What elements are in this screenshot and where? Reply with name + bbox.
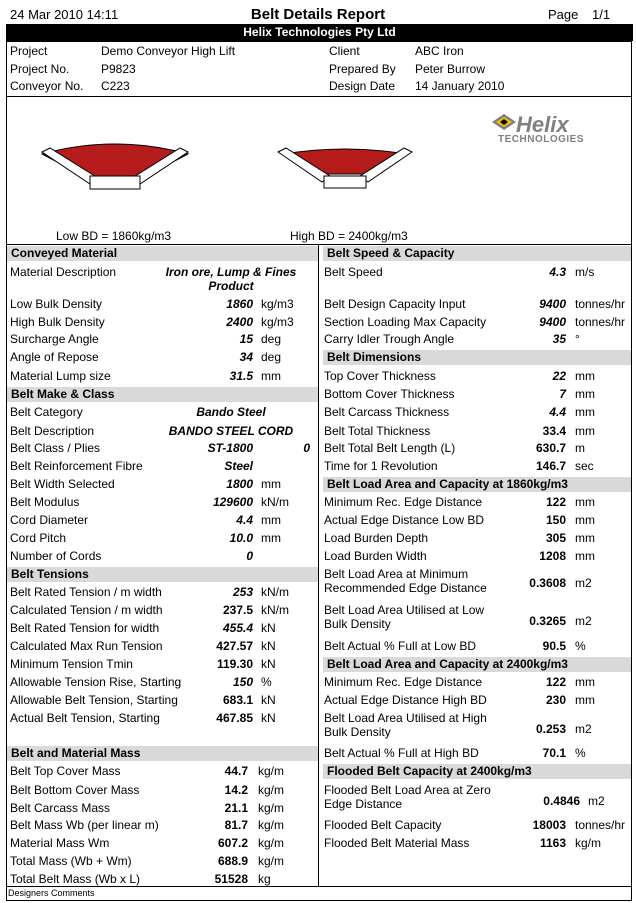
max-run-tension-unit: kN [261, 639, 276, 653]
section-loading-value: 9400 [539, 315, 566, 329]
belt-class-label: Belt Class / Plies [10, 441, 101, 455]
client-value: ABC Iron [415, 44, 464, 58]
revolution-time-unit: sec [575, 459, 594, 473]
minimum-tension-unit: kN [261, 657, 276, 671]
total-belt-mass-value: 51528 [214, 872, 248, 886]
belt-speed-label: Belt Speed [324, 265, 383, 279]
max-run-tension-value: 427.57 [216, 639, 253, 653]
low-utilised-area-label: Belt Load Area Utilised at Low Bulk Density [324, 603, 485, 631]
page-number: 1/1 [592, 7, 611, 22]
number-of-cords-label: Number of Cords [10, 549, 102, 563]
low-bd-center-roll [90, 176, 140, 189]
bottom-cover-mass-label: Belt Bottom Cover Mass [10, 783, 140, 797]
burden-width-label: Load Burden Width [324, 549, 427, 563]
top-cover-thickness-label: Top Cover Thickness [324, 369, 436, 383]
high-bulk-density-value: 2400 [226, 315, 253, 329]
low-bd-capacity-header: Belt Load Area and Capacity at 1860kg/m3 [323, 477, 631, 492]
rated-tension-m-label: Belt Rated Tension / m width [10, 585, 162, 599]
cord-pitch-value: 10.0 [229, 531, 253, 545]
tension-rise-label: Allowable Tension Rise, Starting [10, 675, 182, 689]
high-min-edge-unit: mm [575, 675, 595, 689]
high-percent-full-unit: % [575, 746, 586, 760]
comments-divider [6, 886, 632, 887]
flooded-capacity-label: Flooded Belt Capacity [324, 818, 442, 832]
total-belt-mass-unit: kg [258, 872, 271, 886]
bottom-cover-mass-value: 14.2 [224, 783, 248, 797]
allowable-tension-unit: kN [261, 693, 276, 707]
project-label: Project [10, 44, 48, 58]
rated-tension-width-label: Belt Rated Tension for width [10, 621, 160, 635]
rated-tension-m-unit: kN/m [261, 585, 289, 599]
rated-tension-width-unit: kN [261, 621, 276, 635]
top-cover-mass-value: 44.7 [224, 764, 248, 778]
low-min-load-area-unit: m2 [575, 576, 592, 590]
material-mass-label: Material Mass Wm [10, 836, 110, 850]
angle-of-repose-value: 34 [239, 350, 253, 364]
burden-width-unit: mm [575, 549, 595, 563]
section-loading-label: Section Loading Max Capacity [324, 315, 487, 329]
belt-material-mass-header: Belt and Material Mass [7, 746, 318, 761]
high-min-edge-label: Minimum Rec. Edge Distance [324, 675, 483, 689]
high-actual-edge-label: Actual Edge Distance High BD [324, 693, 487, 707]
high-utilised-area-unit: m2 [575, 722, 592, 736]
bottom-cover-thickness-unit: mm [575, 387, 595, 401]
rated-tension-width-value: 455.4 [222, 621, 253, 635]
low-min-edge-unit: mm [575, 495, 595, 509]
project-no-label: Project No. [10, 62, 70, 76]
conveyor-no-label: Conveyor No. [10, 79, 84, 93]
belt-dimensions-header: Belt Dimensions [323, 350, 631, 365]
low-percent-full-label: Belt Actual % Full at Low BD [324, 639, 477, 653]
high-utilised-area-label: Belt Load Area Utilised at High Bulk Density [324, 711, 487, 739]
flooded-capacity-value: 18003 [532, 818, 566, 832]
material-lump-size-unit: mm [261, 369, 281, 383]
burden-depth-value: 305 [545, 531, 566, 545]
belt-description-label: Belt Description [10, 424, 95, 438]
bottom-cover-thickness-label: Bottom Cover Thickness [324, 387, 455, 401]
allowable-tension-value: 683.1 [222, 693, 253, 707]
high-bulk-density-unit: kg/m3 [261, 315, 294, 329]
number-of-cords-value: 0 [246, 549, 253, 563]
prepared-by-value: Peter Burrow [415, 62, 486, 76]
high-percent-full-label: Belt Actual % Full at High BD [324, 746, 479, 760]
rated-tension-m-value: 253 [232, 585, 253, 599]
design-date-value: 14 January 2010 [415, 79, 505, 93]
belt-class-value: ST-1800 [207, 441, 253, 455]
flooded-material-mass-label: Flooded Belt Material Mass [324, 836, 470, 850]
belt-speed-unit: m/s [575, 265, 595, 279]
design-capacity-unit: tonnes/hr [575, 297, 626, 311]
belt-make-class-header: Belt Make & Class [7, 387, 318, 402]
design-date-label: Design Date [329, 79, 396, 93]
total-mass-label: Total Mass (Wb + Wm) [10, 854, 132, 868]
flooded-load-area-unit: m2 [588, 794, 605, 808]
flooded-load-area-value: 0.4846 [543, 794, 580, 808]
high-actual-edge-unit: mm [575, 693, 595, 707]
diagram-divider [6, 244, 632, 245]
low-actual-edge-unit: mm [575, 513, 595, 527]
trough-angle-unit: ° [575, 332, 580, 346]
flooded-capacity-header: Flooded Belt Capacity at 2400kg/m3 [323, 764, 631, 779]
tension-rise-value: 150 [232, 675, 253, 689]
reinforcement-fibre-value: Steel [224, 459, 253, 473]
belt-category-value: Bando Steel [196, 405, 266, 419]
trough-angle-value: 35 [552, 332, 566, 346]
calculated-tension-m-value: 237.5 [222, 603, 253, 617]
total-thickness-unit: mm [575, 424, 595, 438]
carcass-thickness-value: 4.4 [549, 405, 566, 419]
low-min-edge-value: 122 [545, 495, 566, 509]
belt-tensions-header: Belt Tensions [7, 567, 318, 582]
calculated-tension-m-label: Calculated Tension / m width [10, 603, 163, 617]
revolution-time-label: Time for 1 Revolution [324, 459, 438, 473]
bottom-cover-thickness-value: 7 [559, 387, 566, 401]
burden-depth-label: Load Burden Depth [324, 531, 429, 545]
design-capacity-value: 9400 [539, 297, 566, 311]
low-min-load-area-value: 0.3608 [529, 576, 566, 590]
top-cover-thickness-unit: mm [575, 369, 595, 383]
angle-of-repose-label: Angle of Repose [10, 350, 99, 364]
conveyor-no-value: C223 [101, 79, 130, 93]
surcharge-angle-label: Surcharge Angle [10, 332, 99, 346]
burden-depth-unit: mm [575, 531, 595, 545]
material-lump-size-value: 31.5 [229, 369, 253, 383]
belt-plies-value: 0 [303, 441, 310, 455]
actual-tension-unit: kN [261, 711, 276, 725]
cord-pitch-unit: mm [261, 531, 281, 545]
low-bd-trough-diagram [36, 138, 194, 192]
flooded-load-area-label: Flooded Belt Load Area at Zero Edge Distance [324, 783, 491, 811]
allowable-tension-label: Allowable Belt Tension, Starting [10, 693, 178, 707]
belt-length-unit: m [575, 441, 585, 455]
belt-speed-capacity-header: Belt Speed & Capacity [323, 246, 631, 261]
top-cover-mass-unit: kg/m [258, 764, 285, 778]
low-min-load-area-label: Belt Load Area at Minimum Recommended Edge Distance [324, 567, 487, 595]
high-percent-full-value: 70.1 [542, 746, 566, 760]
low-bulk-density-value: 1860 [226, 297, 253, 311]
design-capacity-label: Belt Design Capacity Input [324, 297, 466, 311]
page-label: Page [548, 7, 579, 22]
helix-logo-icon [492, 114, 516, 130]
report-title: Belt Details Report [250, 6, 386, 23]
logo-text: Helix [516, 112, 569, 137]
top-cover-thickness-value: 22 [552, 369, 566, 383]
client-label: Client [329, 44, 360, 58]
column-divider [318, 244, 319, 887]
material-description-value: Iron ore, Lump & Fines Product [165, 265, 297, 293]
belt-width-unit: mm [261, 477, 281, 491]
low-utilised-area-value: 0.3265 [529, 614, 566, 628]
low-actual-edge-value: 150 [545, 513, 566, 527]
belt-category-label: Belt Category [10, 405, 83, 419]
section-loading-unit: tonnes/hr [575, 315, 626, 329]
belt-mass-wb-value: 81.7 [224, 818, 248, 832]
material-lump-size-label: Material Lump size [10, 369, 111, 383]
carcass-mass-unit: kg/m [258, 801, 285, 815]
belt-mass-wb-label: Belt Mass Wb (per linear m) [10, 818, 159, 832]
report-date: 24 Mar 2010 14:11 [10, 7, 119, 22]
designers-comments-label: Designers Comments [8, 888, 95, 898]
angle-of-repose-unit: deg [261, 350, 282, 364]
cord-diameter-unit: mm [261, 513, 281, 527]
high-bulk-density-label: High Bulk Density [10, 315, 105, 329]
material-mass-value: 607.2 [217, 836, 248, 850]
high-bd-caption: High BD = 2400kg/m3 [290, 229, 408, 243]
surcharge-angle-value: 15 [239, 332, 253, 346]
low-percent-full-unit: % [575, 639, 586, 653]
material-mass-unit: kg/m [258, 836, 285, 850]
reinforcement-fibre-label: Belt Reinforcement Fibre [10, 459, 143, 473]
low-bulk-density-label: Low Bulk Density [10, 297, 103, 311]
belt-modulus-label: Belt Modulus [10, 495, 80, 509]
total-thickness-value: 33.4 [542, 424, 566, 438]
project-no-value: P9823 [101, 62, 136, 76]
low-utilised-area-unit: m2 [575, 614, 592, 628]
carcass-mass-value: 21.1 [224, 801, 248, 815]
high-actual-edge-value: 230 [545, 693, 566, 707]
belt-modulus-unit: kN/m [261, 495, 289, 509]
flooded-material-mass-value: 1163 [539, 836, 566, 850]
low-bulk-density-unit: kg/m3 [261, 297, 294, 311]
high-bd-capacity-header: Belt Load Area and Capacity at 2400kg/m3 [323, 657, 631, 672]
belt-modulus-value: 129600 [212, 495, 253, 509]
total-belt-mass-label: Total Belt Mass (Wb x L) [10, 872, 141, 886]
conveyed-material-header: Conveyed Material [7, 246, 318, 261]
burden-width-value: 1208 [539, 549, 566, 563]
belt-width-label: Belt Width Selected [10, 477, 115, 491]
belt-mass-wb-unit: kg/m [258, 818, 285, 832]
belt-width-value: 1800 [226, 477, 253, 491]
max-run-tension-label: Calculated Max Run Tension [10, 639, 163, 653]
cord-diameter-label: Cord Diameter [10, 513, 89, 527]
high-utilised-area-value: 0.253 [535, 722, 566, 736]
flooded-material-mass-unit: kg/m [575, 836, 602, 850]
carcass-thickness-label: Belt Carcass Thickness [324, 405, 450, 419]
carcass-thickness-unit: mm [575, 405, 595, 419]
total-mass-unit: kg/m [258, 854, 285, 868]
total-thickness-label: Belt Total Thickness [324, 424, 431, 438]
carcass-mass-label: Belt Carcass Mass [10, 801, 111, 815]
actual-tension-label: Actual Belt Tension, Starting [10, 711, 160, 725]
belt-length-label: Belt Total Belt Length (L) [324, 441, 456, 455]
minimum-tension-value: 119.30 [216, 657, 253, 671]
total-mass-value: 688.9 [217, 854, 248, 868]
surcharge-angle-unit: deg [261, 332, 282, 346]
company-bar: Helix Technologies Pty Ltd [6, 24, 633, 41]
cord-diameter-value: 4.4 [236, 513, 253, 527]
calculated-tension-m-unit: kN/m [261, 603, 289, 617]
info-divider [6, 96, 632, 97]
actual-tension-value: 467.85 [216, 711, 253, 725]
material-description-label: Material Description [10, 265, 117, 279]
belt-description-value: BANDO STEEL CORD [168, 424, 294, 438]
project-value: Demo Conveyor High Lift [101, 44, 236, 58]
low-actual-edge-label: Actual Edge Distance Low BD [324, 513, 485, 527]
low-min-edge-label: Minimum Rec. Edge Distance [324, 495, 483, 509]
high-min-edge-value: 122 [545, 675, 566, 689]
top-cover-mass-label: Belt Top Cover Mass [10, 764, 121, 778]
tension-rise-unit: % [261, 675, 272, 689]
revolution-time-value: 146.7 [535, 459, 566, 473]
logo-subtext: TECHNOLOGIES [498, 134, 585, 145]
trough-angle-label: Carry Idler Trough Angle [324, 332, 455, 346]
low-percent-full-value: 90.5 [542, 639, 566, 653]
prepared-by-label: Prepared By [329, 62, 396, 76]
flooded-capacity-unit: tonnes/hr [575, 818, 626, 832]
low-bd-caption: Low BD = 1860kg/m3 [56, 229, 172, 243]
cord-pitch-label: Cord Pitch [10, 531, 67, 545]
belt-speed-value: 4.3 [549, 265, 566, 279]
minimum-tension-label: Minimum Tension Tmin [10, 657, 133, 671]
high-bd-center-roll [324, 176, 366, 188]
belt-length-value: 630.7 [535, 441, 566, 455]
high-bd-trough-diagram [274, 140, 416, 192]
bottom-cover-mass-unit: kg/m [258, 783, 285, 797]
